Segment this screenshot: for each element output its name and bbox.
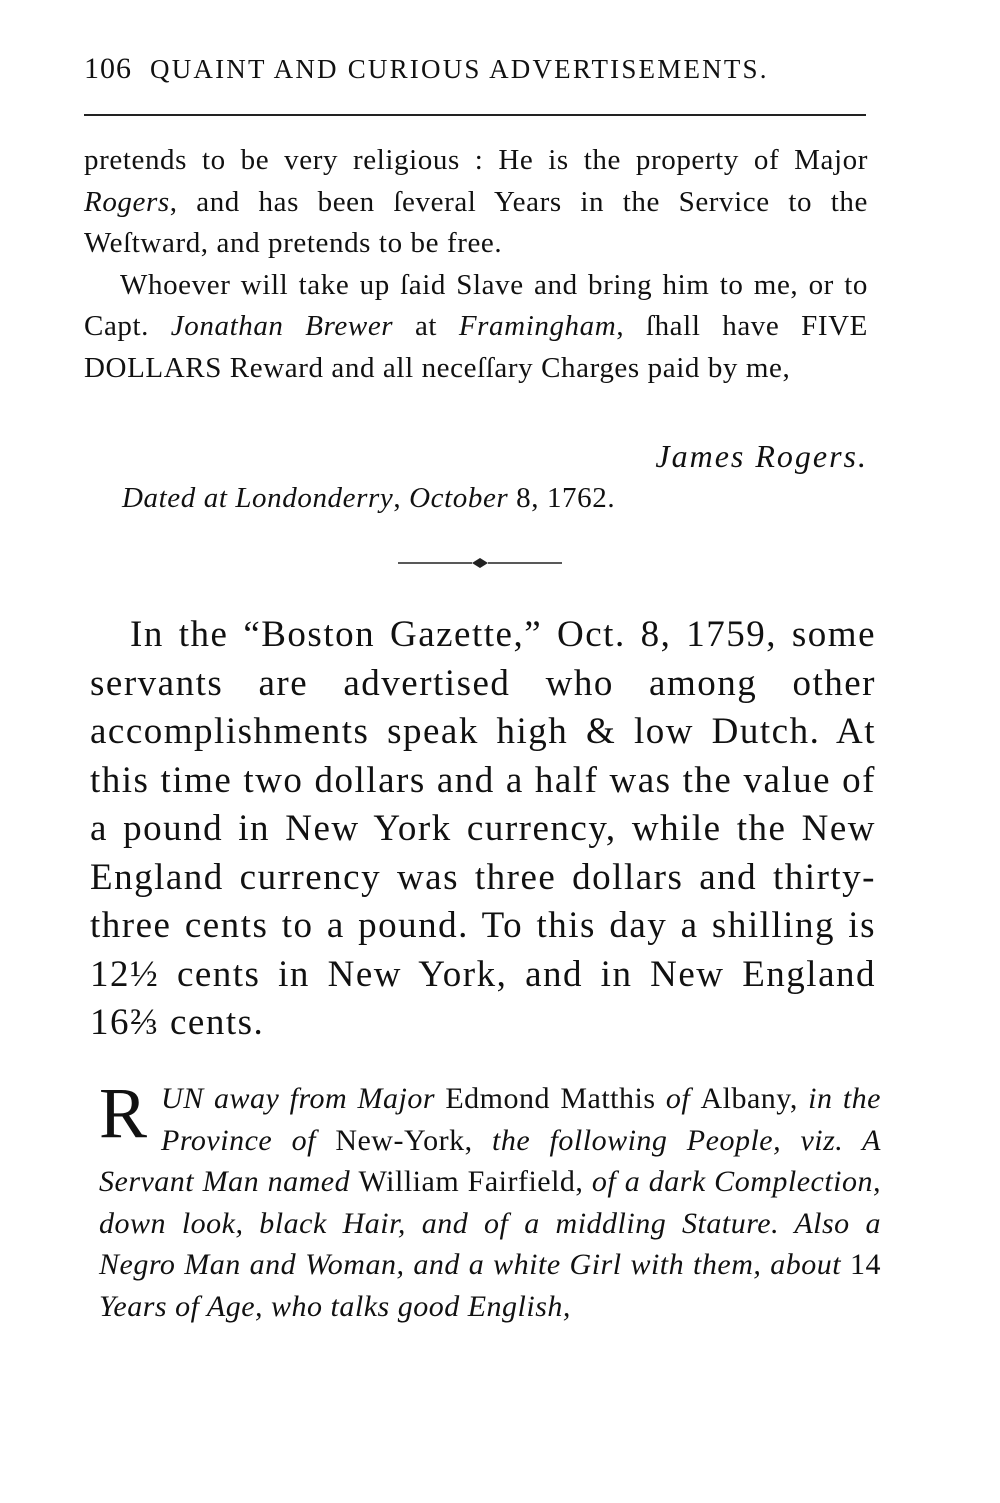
- text-run: ,: [393, 482, 410, 514]
- ad1-paragraph-1: [84, 140, 868, 265]
- text-run: Edmond Matthis: [445, 1082, 666, 1115]
- text-run: , ſhall have FIVE DOLLARS Reward and all neceſſary Charges paid by me,: [84, 310, 868, 384]
- commentary-paragraph: In the “Boston Gazette,” Oct. 8, 1759, some servants are advertised who among other accomplishments speak high & low Dutch. At this time two dollars and a half was the value of a pound in New York currency, while the New England currency was three dollars and thirty-three cents to a pound. To this day a shilling is 12½ cents in New York, and in New England 16⅔ cents.: [90, 614, 876, 1043]
- text-run: , and has been ſeveral Years in the Service to the Weſtward, and pretends to be free.: [84, 185, 868, 259]
- text-run: Framingham: [458, 310, 617, 342]
- text-run: Jonathan Brewer: [170, 310, 394, 342]
- text-run: of a dark Complection, down look, black Hair, and of a middling Stature. Also a Negro Man and Woman, and a white Girl with them, about: [99, 1165, 881, 1281]
- text-run: pretends to be very religious : He is the property of Major: [84, 144, 868, 176]
- text-run: Whoever will take up ſaid Slave and bring him to me, or to Capt.: [84, 268, 868, 342]
- text-run: Rogers: [84, 185, 170, 218]
- text-run: Years of Age, who talks good English,: [99, 1289, 571, 1323]
- text-run: New-York,: [335, 1123, 493, 1157]
- running-head: [84, 52, 874, 86]
- text-run: UN away from Major: [161, 1082, 446, 1115]
- ad1-paragraph-2: [84, 265, 868, 390]
- text-run: Albany,: [700, 1082, 809, 1115]
- text-run: in the Province of: [161, 1082, 881, 1157]
- text-run: 14: [850, 1248, 881, 1281]
- page-number: 106: [84, 52, 132, 85]
- text-run: of: [665, 1082, 701, 1115]
- section-divider-ornament: [398, 555, 562, 571]
- drop-cap: R: [99, 1073, 148, 1153]
- text-run: at: [393, 310, 459, 342]
- text-run: October: [409, 482, 509, 514]
- header-rule: [84, 114, 866, 116]
- running-title: QUAINT AND CURIOUS ADVERTISEMENTS.: [150, 54, 769, 84]
- text-run: 8, 1762.: [508, 482, 616, 514]
- runaway-advertisement: [99, 1073, 881, 1327]
- dateline: [122, 482, 868, 515]
- text-run: the following People, viz. A Servant Man named: [99, 1123, 881, 1198]
- ad2-body: [99, 1073, 881, 1323]
- advertisement-continued: [84, 140, 868, 389]
- text-run: William Fairfield,: [358, 1165, 592, 1198]
- signature: James Rogers.: [655, 438, 868, 474]
- text-run: Dated at Londonderry: [122, 482, 394, 514]
